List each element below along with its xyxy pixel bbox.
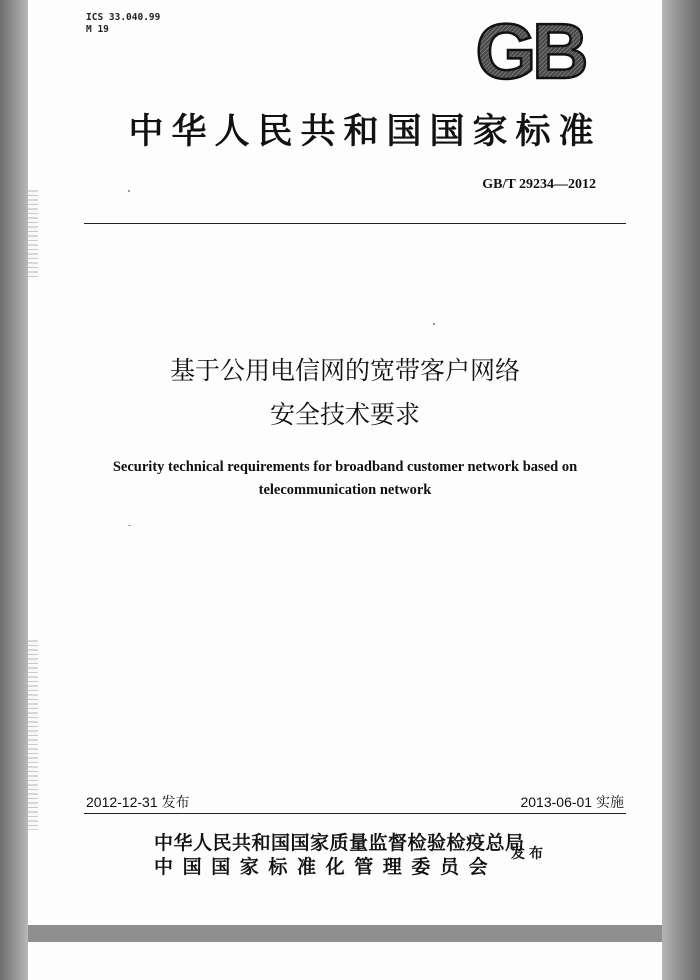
publish-label: 发布 [511,846,547,862]
header-divider [84,223,626,224]
gb-logo [458,14,602,86]
title-en-line: Security technical requirements for broadband customer network based on [112,459,578,475]
standard-number: GB/T 29234—2012 [482,177,596,192]
ccs-code: M 19 [86,24,109,35]
title-cn-line: 安全技术要求 [269,400,420,429]
background-left-margin [0,0,28,980]
title-cn-line: 基于公用电信网的宽带客户网络 [169,356,520,385]
background-right-margin [662,0,700,980]
issuer-aqsiq: 中华人民共和国国家质量监督检验检疫总局 [154,832,525,854]
ics-code: ICS 33.040.99 [86,12,161,23]
implementation-date: 2013-06-01 实施 [520,794,624,810]
scan-speck [128,190,130,192]
document-title-en [28,456,662,502]
scan-speck [433,323,435,325]
document-page [28,0,662,925]
gb-logo-text: GB [475,14,585,86]
standard-category-title: 中华人民共和国国家标准 [128,111,602,152]
issue-date: 2012-12-31 发布 [86,794,190,810]
title-en-line: telecommunication network [258,482,432,498]
scan-artifact [28,640,38,830]
scan-artifact [28,190,38,280]
next-page-edge [28,942,662,980]
scan-speck [128,525,131,526]
issuer-sac: 中国国家标准化管理委员会 [154,856,498,878]
classification-codes [86,12,160,36]
document-title-cn [28,349,662,437]
issuing-authorities [154,831,525,879]
footer-divider [84,813,626,814]
